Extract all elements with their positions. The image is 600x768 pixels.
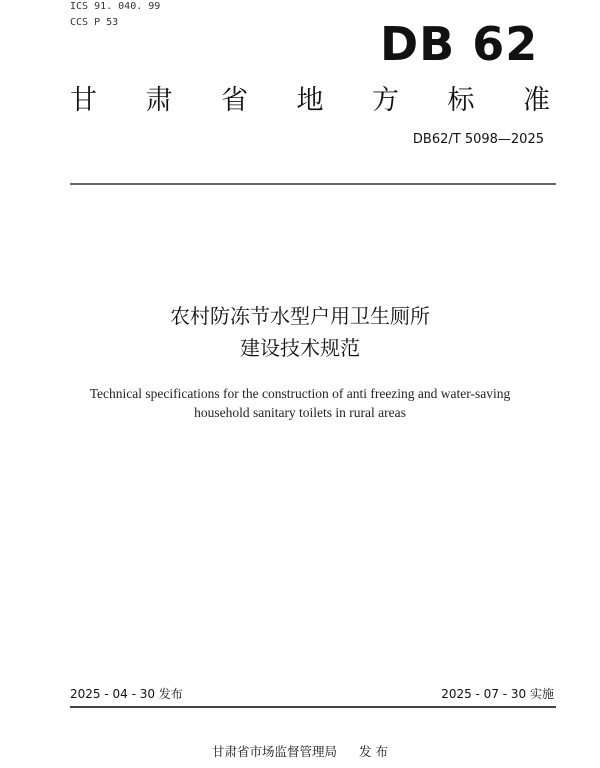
top-divider	[70, 183, 556, 185]
standard-type-title	[70, 84, 550, 118]
issuer-name: 甘肃省市场监督管理局	[212, 744, 338, 759]
issuer-line	[0, 744, 600, 760]
standard-type-char: 省	[221, 85, 248, 116]
standard-type-char: 肃	[145, 85, 173, 116]
implement-date: 2025 - 07 - 30 实施	[441, 687, 554, 701]
english-title	[0, 384, 600, 422]
db-logo: DB 62	[380, 17, 539, 71]
ccs-code: CCS P 53	[70, 17, 119, 28]
standard-type-char: 方	[372, 85, 399, 116]
standard-type-char: 准	[523, 85, 550, 116]
bottom-divider	[70, 706, 556, 708]
english-title-line-1: Technical specifications for the construction of anti freezing and water-saving	[89, 386, 511, 401]
english-title-line-2: household sanitary toilets in rural areas	[194, 405, 406, 420]
chinese-title-line-1: 农村防冻节水型户用卫生厕所	[170, 304, 430, 328]
standard-type-char: 标	[447, 85, 475, 116]
standard-type-char: 甘	[70, 85, 97, 116]
chinese-title-line-2: 建设技术规范	[240, 336, 360, 360]
publish-date: 2025 - 04 - 30 发布	[70, 687, 183, 701]
standard-number: DB62/T 5098—2025	[412, 132, 544, 147]
standard-type-char: 地	[296, 85, 324, 116]
ics-code: ICS 91. 040. 99	[70, 1, 161, 12]
chinese-title	[0, 300, 600, 364]
issuer-action: 发 布	[359, 744, 388, 759]
